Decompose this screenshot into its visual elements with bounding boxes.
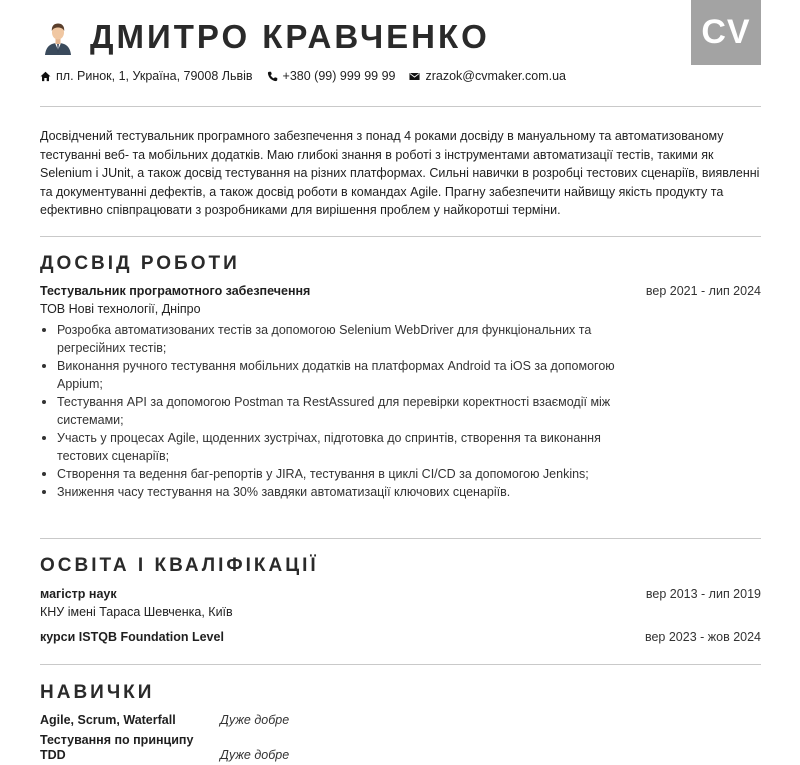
divider [40, 106, 761, 107]
divider [40, 236, 761, 237]
header [40, 15, 490, 59]
address-text: пл. Ринок, 1, Україна, 79008 Львів [56, 69, 253, 83]
envelope-icon [409, 71, 420, 82]
cv-badge: CV [691, 0, 761, 65]
divider [40, 664, 761, 665]
person-avatar-icon [40, 19, 76, 55]
list-item: Створення та ведення баг-репортів у JIRA, тестування в циклі CI/CD за допомогою Jenkins; [40, 465, 650, 483]
divider [40, 538, 761, 539]
email-text: zrazok@cvmaker.com.ua [425, 69, 566, 83]
list-item: Зниження часу тестування на 30% завдяки автоматизації ключових сценаріїв. [40, 483, 650, 501]
education-item [40, 587, 761, 601]
list-item: Виконання ручного тестування мобільних додатків на платформах Android та iOS за допомогою Appium; [40, 357, 650, 393]
job-position: Тестувальник програмотного забезпечення [40, 284, 311, 298]
education-dates: вер 2023 - жов 2024 [644, 630, 761, 644]
skill-name: Тестування по принципу TDD [40, 733, 194, 762]
contact-phone[interactable] [267, 69, 396, 83]
list-item: Тестування API за допомогою Postman та RestAssured для перевірки коректності взаємодії між системами; [40, 393, 650, 429]
education-institution: КНУ імені Тараса Шевченка, Київ [40, 605, 233, 619]
job-responsibilities [40, 321, 650, 501]
skill-level: Дуже добре [220, 748, 290, 762]
job-dates: вер 2021 - лип 2024 [645, 284, 761, 298]
skill-name: Agile, Scrum, Waterfall [40, 713, 176, 727]
job-header [40, 284, 761, 298]
home-icon [40, 71, 51, 82]
section-title-skills: НАВИЧКИ [40, 682, 155, 703]
section-title-education: ОСВІТА І КВАЛІФІКАЦІЇ [40, 555, 319, 576]
contact-address [40, 69, 253, 83]
education-dates: вер 2013 - лип 2019 [645, 587, 761, 601]
education-item [40, 630, 761, 644]
contact-email[interactable] [409, 69, 566, 83]
list-item: Розробка автоматизованих тестів за допомогою Selenium WebDriver для функціональних та регресійних тестів; [40, 321, 650, 357]
profile-summary: Досвідчений тестувальник програмного забезпечення з понад 4 роками досвіду в мануальному та автоматизованому тестуванні веб- та мобільних додатків. Маю глибокі знання в роботі з інструментами автоматизації тестів, такими як Selenium і JUnit, а також досвід тестування на різних платформах. Сильні навички в розробці тестових сценаріїв, виявленні та документуванні дефектів, а також досвід роботи в командах Agile. Прагну забезпечити найвищу якість продукту та ефективно співпрацювати з розробниками для вирішення проблем у найкоротші терміни. [40, 129, 760, 217]
section-title-experience: ДОСВІД РОБОТИ [40, 253, 240, 274]
phone-icon [267, 71, 278, 82]
job-company: ТОВ Нові технології, Дніпро [40, 302, 201, 316]
skill-level: Дуже добре [220, 713, 290, 727]
phone-text: +380 (99) 999 99 99 [282, 69, 396, 83]
contact-bar [40, 69, 580, 83]
list-item: Участь у процесах Agile, щоденних зустрічах, підготовка до спринтів, створення та виконання тестових сценаріїв; [40, 429, 650, 465]
education-degree: курси ISTQB Foundation Level [40, 630, 224, 644]
candidate-name: ДМИТРО КРАВЧЕНКО [90, 18, 490, 55]
education-degree: магістр наук [40, 587, 117, 601]
